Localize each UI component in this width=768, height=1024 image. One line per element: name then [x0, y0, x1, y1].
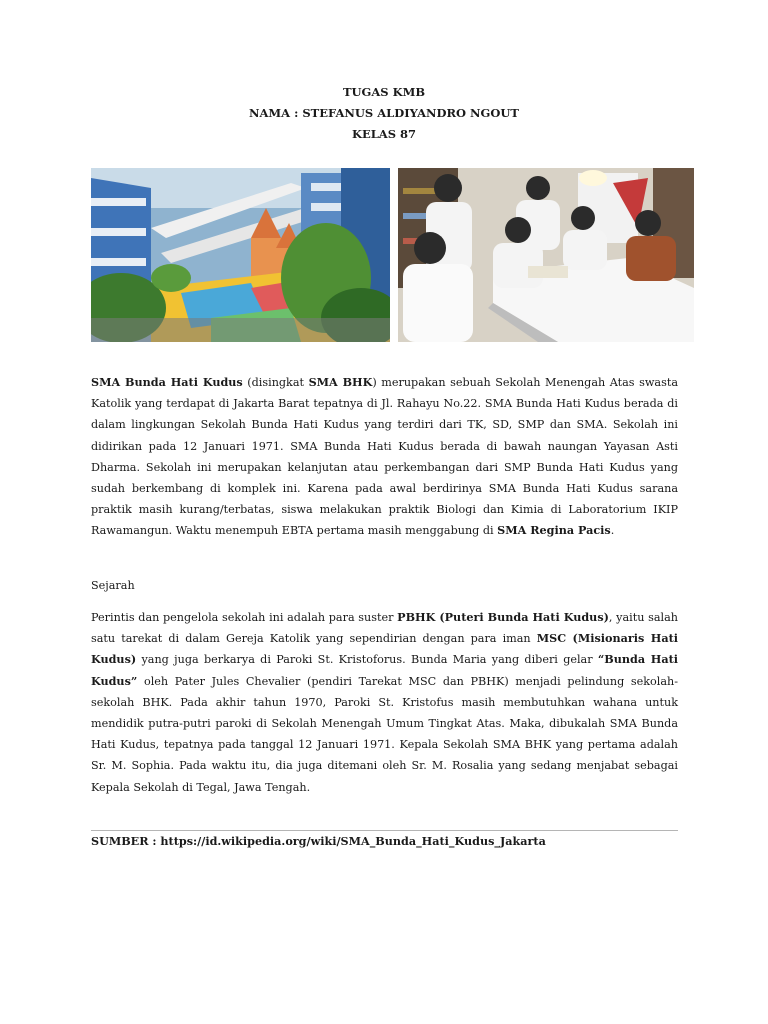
- document-header: [0, 82, 768, 145]
- school-name-link: SMA Bunda Hati Kudus: [91, 375, 243, 389]
- student-name: NAMA : STEFANUS ALDIYANDRO NGOUT: [249, 106, 519, 120]
- source-label: SUMBER :: [91, 834, 157, 848]
- student-class: KELAS 87: [351, 127, 417, 141]
- school-building-photo: [91, 168, 390, 342]
- intro-paragraph: SMA Bunda Hati Kudus (disingkat SMA BHK) merupakan sebuah Sekolah Menengah Atas swasta Katolik yang terdapat di Jakarta Barat tepatnya di Jl. Rahayu No.22. SMA Bunda Hati Kudus berada di dalam lingkungan Sekolah Bunda Hati Kudus yang terdiri dari TK, SD, SMP dan SMA. Sekolah ini didirikan pada 12 Januari 1971. SMA Bunda Hati Kudus berada di bawah naungan Yayasan Asti Dharma. Sekolah ini merupakan kelanjutan atau perkembangan dari SMP Bunda Hati Kudus yang sudah berkembang di komplek ini. Karena pada awal berdirinya SMA Bunda Hati Kudus sarana praktik masih kurang/terbatas, siswa melakukan praktik Biologi dan Kimia di Laboratorium IKIP Rawamangun. Waktu menempuh EBTA pertama masih menggabung di SMA Regina Pacis.: [91, 375, 678, 538]
- msc-link: MSC (Misionaris Hati Kudus): [91, 631, 678, 667]
- pbhk-link: PBHK (Puteri Bunda Hati Kudus): [397, 610, 609, 624]
- bunda-hati-kudus-title: “Bunda Hati Kudus”: [91, 652, 678, 688]
- regina-pacis-link: SMA Regina Pacis: [497, 523, 611, 538]
- abbreviation-link: SMA BHK: [308, 375, 373, 389]
- source-url: https://id.wikipedia.org/wiki/SMA_Bunda_Hati_Kudus_Jakarta: [156, 834, 546, 848]
- source-line: [91, 831, 691, 852]
- document-title: TUGAS KMB: [342, 85, 426, 99]
- history-paragraph: Perintis dan pengelola sekolah ini adalah para suster PBHK (Puteri Bunda Hati Kudus), yaitu salah satu tarekat di dalam Gereja Katolik yang sependirian dengan para iman MSC (Misionaris Hati Kudus) yang juga berkarya di Paroki St. Kristoforus. Bunda Maria yang diberi gelar “Bunda Hati Kudus” oleh Pater Jules Chevalier (pendiri Tarekat MSC dan PBHK) menjadi pelindung sekolah-sekolah BHK. Pada akhir tahun 1970, Paroki St. Kristofus masih membutuhkan wahana untuk mendidik putra-putri paroki di Sekolah Menengah Umum Tingkat Atas. Maka, dibukalah SMA Bunda Hati Kudus, tepatnya pada tanggal 12 Januari 1971. Kepala Sekolah SMA BHK yang pertama adalah Sr. M. Sophia. Pada waktu itu, dia juga ditemani oleh Sr. M. Rosalia yang sedang menjabat sebagai Kepala Sekolah di Tegal, Jawa Tengah.: [91, 610, 678, 794]
- section-heading: Sejarah: [91, 579, 135, 592]
- students-studying-photo: [398, 168, 694, 342]
